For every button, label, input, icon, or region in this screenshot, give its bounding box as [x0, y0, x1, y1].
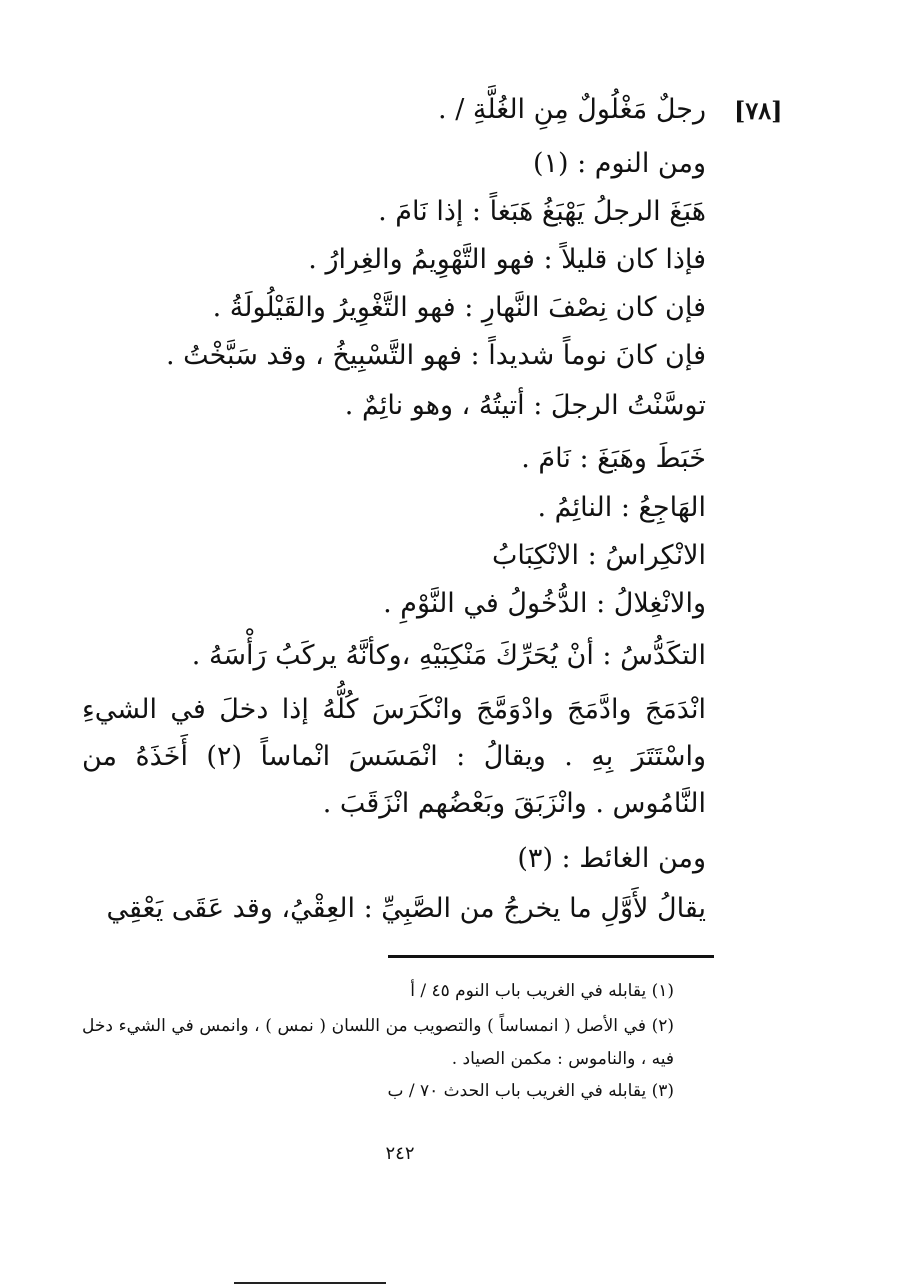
text-line-7: توسَّنْتُ الرجلَ : أتيتُهُ ، وهو نائِمٌ . — [344, 390, 706, 421]
section-heading-sleep: ومن النوم : (١) — [532, 148, 706, 179]
text-line-4: فإذا كان قليلاً : فهو التَّهْوِيمُ والغِرارُ . — [308, 244, 706, 275]
page-number: ٢٤٢ — [385, 1143, 415, 1164]
text-line-3: هَبَغَ الرجلُ يَهْبَغُ هَبَغاً : إذا نَامَ . — [378, 196, 706, 227]
footnote-separator — [388, 955, 714, 958]
footnote-2: (٢) في الأصل ( انمساساً ) والتصويب من اللسان ( نمس ) ، وانمس في الشيء دخل فيه ، والناموس : مكمن الصياد . — [82, 1016, 674, 1069]
text-line-8: خَبَطَ وهَبَغَ : نَامَ . — [521, 443, 706, 474]
text-line-6: فإن كانَ نوماً شديداً : فهو التَّسْبِيخُ ، وقد سَبَّخْتُ . — [165, 340, 706, 371]
text-line-11: والانْغِلالُ : الدُّخُولُ في النَّوْمِ . — [383, 588, 706, 619]
text-line-10: الانْكِراسُ : الانْكِبَابُ — [491, 540, 706, 571]
text-line-12: التكَدُّسُ : أنْ يُحَرِّكَ مَنْكِبَيْهِ ،وكأنَّهُ يركَبُ رَأْسَهُ . — [191, 640, 706, 671]
footnote-3: (٣) يقابله في الغريب باب الحدث ٧٠ / ب — [387, 1081, 674, 1101]
text-line-5: فإن كان نِصْفَ النَّهارِ : فهو التَّغْوِيرُ والقَيْلُولَةُ . — [212, 292, 706, 323]
section-heading-ghaet: ومن الغائط : (٣) — [517, 843, 706, 874]
footnote-1: (١) يقابله في الغريب باب النوم ٤٥ / أ — [410, 981, 674, 1001]
text-line-9: الهَاجِعُ : النائِمُ . — [537, 492, 706, 523]
text-line-1: رجلٌ مَغْلُولٌ مِنِ الغُلَّةِ / . — [438, 94, 706, 125]
page-marker: [٧٨] — [734, 96, 783, 125]
text-line-last: يقالُ لأَوَّلِ ما يخرجُ من الصَّبِيِّ : العِقْيُ، وقد عَقَى يَعْقِي — [106, 893, 706, 924]
bottom-rule — [234, 1282, 386, 1284]
text-paragraph-indammaja: انْدَمَجَ وادَّمَجَ وادْوَمَّجَ وانْكَرَسَ كُلُّهُ إذا دخلَ في الشيءِ واسْتَتَرَ بِهِ . ويقالُ : انْمَسَسَ انْماساً (٢) أَخَذَهُ من النَّامُوس . وانْزَبَقَ وبَعْضُهم انْزَقَبَ . — [82, 694, 706, 819]
